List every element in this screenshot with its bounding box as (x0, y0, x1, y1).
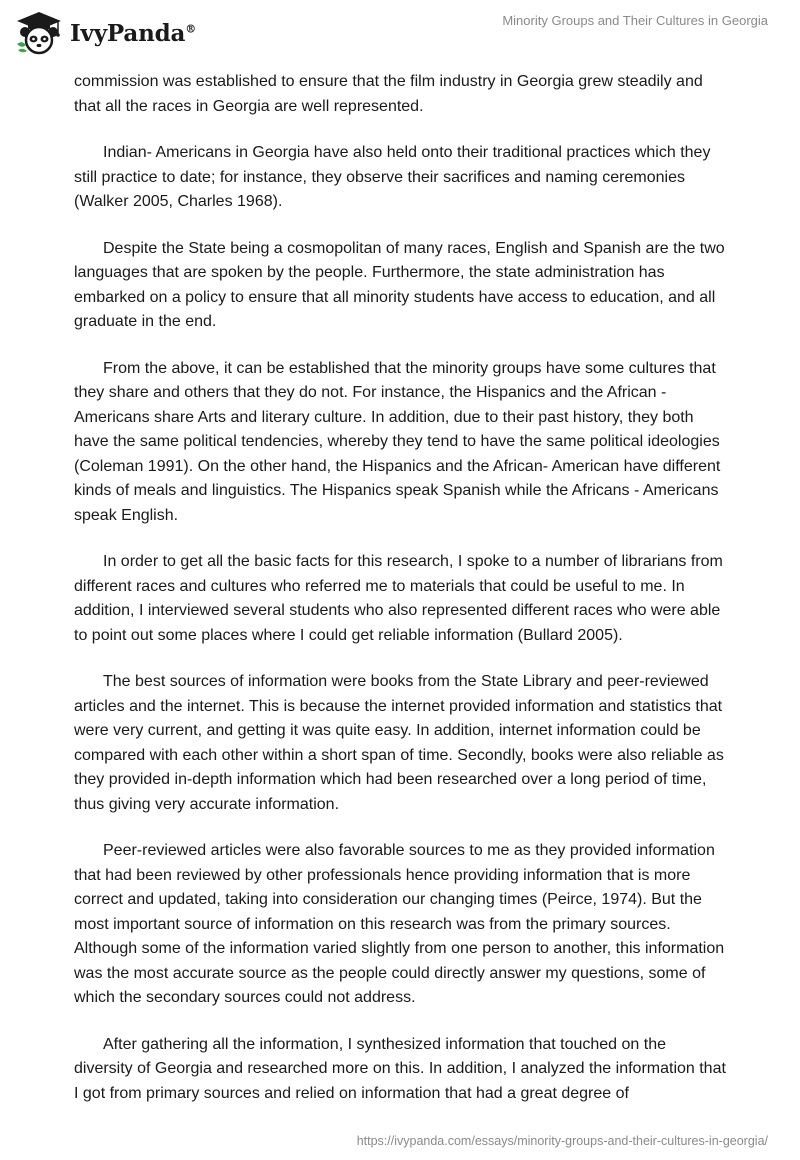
brand-name: IvyPanda® (70, 19, 196, 47)
paragraph: The best sources of information were books from the State Library and peer-reviewed articles and the internet. This is because the internet provided information and statistics that were very current, and getting it was quite easy. In addition, internet information could be compared with each other within a short span of time. Secondly, books were also reliable as they provided in-depth information which had been researched over a long period of time, thus giving very accurate information. (74, 673, 724, 813)
essay-body (74, 70, 726, 1128)
paragraph: After gathering all the information, I synthesized information that touched on the diversity of Georgia and researched more on this. In addition, I analyzed the information that I got from primary sources and relied on information that had a great degree of (74, 1035, 726, 1102)
paragraph: Despite the State being a cosmopolitan of many races, English and Spanish are the two languages that are spoken by the people. Furthermore, the state administration has embarked on a policy to ensure that all minority students have access to education, and all graduate in the end. (74, 239, 725, 330)
paragraph: In order to get all the basic facts for this research, I spoke to a number of librarians from different races and cultures who referred me to materials that could be useful to me. In addition, I interviewed several students who also represented different races who were able to point out some places where I could get reliable information (Bullard 2005). (74, 553, 723, 644)
panda-graduate-icon (14, 10, 64, 56)
document-title: Minority Groups and Their Cultures in Georgia (502, 13, 768, 28)
paragraph: commission was established to ensure that the film industry in Georgia grew steadily and that all the races in Georgia are well represented. (74, 73, 703, 115)
ivypanda-logo[interactable] (14, 8, 196, 58)
page-header (0, 0, 800, 70)
source-url[interactable]: https://ivypanda.com/essays/minority-groups-and-their-cultures-in-georgia/ (356, 1134, 768, 1148)
paragraph: From the above, it can be established that the minority groups have some cultures that they share and others that they do not. For instance, the Hispanics and the African - Americans share Arts and literary culture. In addition, due to their past history, they both have the same political tendencies, whereby they tend to have the same political ideologies (Coleman 1991). On the other hand, the Hispanics and the African- American have different kinds of meals and linguistics. The Hispanics speak Spanish while the Africans - Americans speak English. (74, 359, 721, 524)
paragraph: Indian- Americans in Georgia have also held onto their traditional practices which they still practice to date; for instance, they observe their sacrifices and naming ceremonies (Walker 2005, Charles 1968). (74, 144, 711, 210)
paragraph: Peer-reviewed articles were also favorable sources to me as they provided information that had been reviewed by other professionals hence providing information that is more correct and updated, taking into consideration our changing times (Peirce, 1974). But the most important source of information on this research was from the primary sources. Although some of the information varied slightly from one person to another, this information was the most accurate source as the people could directly answer my questions, some of which the secondary sources could not address. (74, 842, 725, 1006)
